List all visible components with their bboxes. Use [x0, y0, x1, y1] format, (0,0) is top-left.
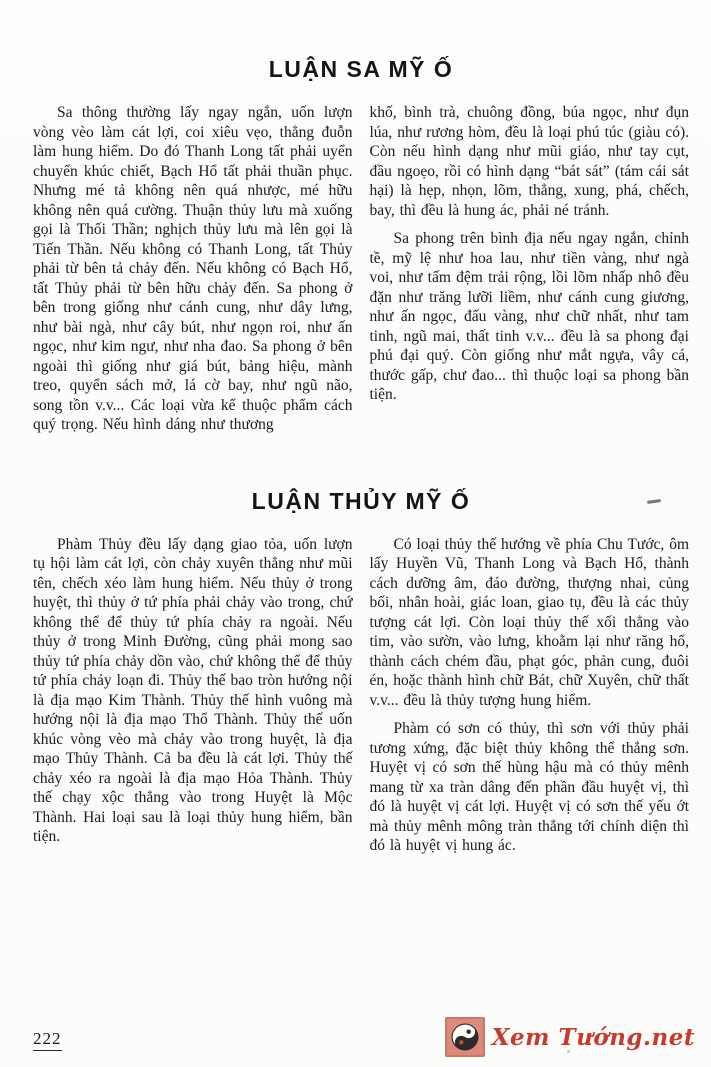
- yin-yang-icon: [445, 1017, 485, 1057]
- paragraph: Phàm có sơn có thủy, thì sơn với thủy phải tương xứng, đặc biệt thủy không thể thắng sơn. Huyệt vị có sơn thế hùng hậu mà có thủy mênh mang từ xa tràn dâng đến phần đầu huyệt vị, thì đó là huyệt vị cát lợi. Huyệt vị có sơn thế yếu ớt mà thủy mênh mông tràn thẳng tới chính diện thì đó là huyệt vị hung ác.: [369, 720, 689, 854]
- section-title-luan-thuy-my-o: LUẬN THỦY MỸ Ố: [251, 487, 471, 514]
- paragraph: khố, bình trà, chuông đồng, búa ngọc, như đụn lúa, như rương hòm, đều là loại phú túc (giàu có). Còn nếu hình dạng như mũi giáo, như tay cụt, đầu ngoẹo, rồi có hình dạng “bát sát” (tám cái sát hại) là hẹp, nhọn, lõm, thẳng, xung, phá, chếch, bay, thì đều là hung ác, phải né tránh.: [369, 104, 689, 219]
- section-thuy-columns: [33, 535, 689, 865]
- paragraph: Sa phong trên bình địa nếu ngay ngắn, chỉnh tề, mỹ lệ như hoa lau, như tiền vàng, như ngà voi, như tấm đệm trải rộng, lồi lõm nhấp nhô đều đặn như trăng lưỡi liềm, như cánh cung giương, như ấn ngọc, đấu vàng, như chữ nhất, như tam tinh, ngũ mai, thất tinh v.v... đều là sa phong đại phú đại quý. Còn giống như mắt ngựa, vây cá, thước gấp, chư đao... thì thuộc loại sa phong bần tiện.: [369, 230, 689, 403]
- page-footer: [0, 1007, 711, 1067]
- thuy-right-column: [370, 535, 690, 865]
- sa-left-column: [33, 103, 353, 444]
- scan-speck: [567, 1050, 570, 1053]
- paragraph: Có loại thủy thế hướng về phía Chu Tước, ôm lấy Huyền Vũ, Thanh Long và Bạch Hổ, thành cách dưỡng âm, đáo đường, thượng nhai, củng bối, nhân hoài, giác loan, giao tụ, đều là các thủy tượng cát lợi. Còn loại thủy thế xối thẳng vào tim, vào sườn, vào lưng, khoằm lại như răng hổ, thành cách chém đầu, phạt góc, phản cung, đuôi én, hoặc thành hình chữ Bát, chữ Xuyên, chữ thất v.v... đều là thủy tượng hung hiểm.: [369, 535, 689, 709]
- section-title-luan-sa-my-o: LUẬN SA MỸ Ố: [268, 56, 454, 82]
- page-number: 222: [33, 1029, 62, 1051]
- sa-right-column: [370, 103, 690, 444]
- section-thuy-title-row: [33, 488, 689, 515]
- section-sa-columns: [33, 103, 689, 444]
- thuy-left-column: [33, 535, 353, 865]
- paragraph: Phàm Thủy đều lấy dạng giao tỏa, uốn lượn tụ hội làm cát lợi, còn chảy xuyên thẳng như mũi tên, chếch xéo làm hung hiểm. Nếu thủy ở trong huyệt, thì thủy ở tứ phía phải chảy vào trong, chứ không thể để thủy tứ phía chảy ra ngoài. Nếu thủy ở trong Minh Đường, cũng phải mong sao thủy tứ phía chảy dồn vào, chứ không thể để thủy tứ phía chảy loạn đi. Thủy thế bao tròn hướng nội là địa mạo Kim Thành. Thủy thế hình vuông mà hướng nội là địa mạo Thổ Thành. Thủy thế uốn khúc vòng vèo mà chảy vào trong huyệt, là địa mạo Thủy Thành. Cả ba đều là cát lợi. Thủy thế chảy xéo ra ngoài là địa mạo Hỏa Thành. Thủy thế chạy xộc thẳng vào trong Huyệt là Mộc Thành. Hai loại sau là loại thủy hung hiểm, bần tiện.: [33, 535, 353, 845]
- paragraph: Sa thông thường lấy ngay ngắn, uốn lượn vòng vèo làm cát lợi, coi xiêu vẹo, thẳng đuỗn làm hung hiểm. Do đó Thanh Long tất phải uyển chuyển khúc chiết, Bạch Hổ tất phải thuần phục. Nhưng mé tả không nên quá nhược, mé hữu không nên quá cường. Thuận thủy lưu mà xuống gọi là Thối Thần; nghịch thủy lưu mà lên gọi là Tiến Thần. Nếu không có Thanh Long, tất Thủy phải từ bên tả chảy đến. Nếu không có Bạch Hổ, tất Thủy phải từ bên hữu chảy đến. Sa phong ở bên trong giống như cánh cung, như dây lưng, như bài ngà, như cây bút, như ngọn roi, như ấn ngọc, như kim ngư, như nha đao. Sa phong ở bên ngoài thì giống như giá bút, bảng hiệu, mành treo, quyển sách mở, lá cờ bay, như ngũ não, song tồn v.v... Các loại vừa kể thuộc phẩm cách quý trọng. Nếu hình dáng như thương: [33, 104, 353, 433]
- watermark-text: Xem Tướng.net: [491, 1023, 695, 1051]
